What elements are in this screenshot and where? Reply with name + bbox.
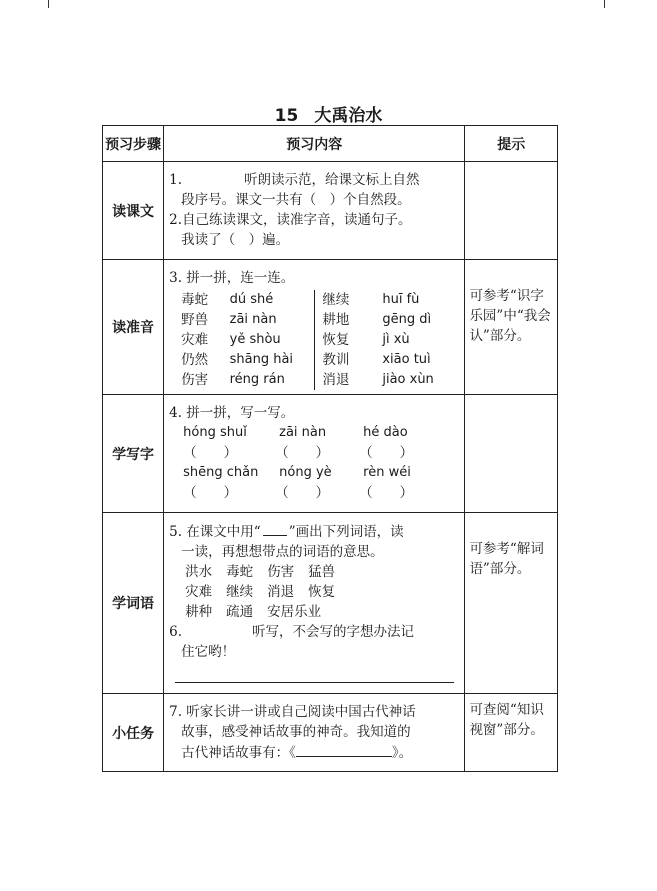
- hint-cell: [465, 395, 558, 513]
- word: 疏通: [226, 604, 254, 620]
- separator: [314, 310, 322, 330]
- item-3-instruction: 3. 拼一拼，连一连。: [169, 270, 295, 286]
- word: 猛兽: [308, 564, 336, 580]
- table-row: [103, 260, 558, 395]
- word-row-2: [185, 582, 460, 602]
- item-5-line-a: 5. 在课文中用“ ”画出下列词语，读: [169, 521, 460, 542]
- pinyin: hóng shuǐ: [183, 425, 247, 440]
- right-pinyin: gēng dì: [382, 312, 432, 327]
- table-row: [103, 162, 558, 260]
- page-title: [0, 101, 657, 126]
- item-7-line-a: 7. 听家长讲一讲或自己阅读中国古代神话: [169, 704, 416, 720]
- separator: [314, 350, 322, 370]
- matching-table: [181, 290, 460, 390]
- table-row: [103, 395, 558, 513]
- row-content: [164, 260, 465, 395]
- left-word: 野兽: [181, 312, 209, 328]
- word: 安居乐业: [267, 604, 322, 620]
- header-hint: 提示: [465, 126, 558, 162]
- pinyin: rèn wéi: [363, 465, 411, 480]
- row-content: [164, 694, 465, 772]
- pinyin: shēng chǎn: [183, 465, 259, 480]
- word: 灾难: [185, 584, 213, 600]
- left-pinyin: réng rán: [229, 372, 285, 387]
- pinyin: nóng yè: [279, 465, 332, 480]
- item-6-line-a: 6. 听写，不会写的字想办法记: [169, 624, 415, 640]
- item-5-line-b: 一读，再想想带点的词语的意思。: [181, 544, 384, 560]
- word: 洪水: [185, 564, 213, 580]
- left-word: 仍然: [181, 352, 209, 368]
- left-pinyin: yě shòu: [229, 332, 281, 347]
- hint-cell: 可查阅“知识视窗”部分。: [465, 694, 558, 772]
- answer-row-2: [183, 483, 460, 503]
- answer-row-1: [183, 443, 460, 463]
- header-step: 预习步骤: [103, 126, 164, 162]
- hint-cell: [465, 162, 558, 260]
- step-label: 学词语: [103, 513, 164, 694]
- right-word: 继续: [322, 292, 350, 308]
- answer-box[interactable]: （ ）: [183, 445, 238, 461]
- table-row: [103, 694, 558, 772]
- separator: [314, 370, 322, 390]
- table-row: [103, 513, 558, 694]
- matching-row: [181, 330, 460, 350]
- right-word: 消退: [322, 372, 350, 388]
- word: 毒蛇: [226, 564, 254, 580]
- item-4-instruction: 4. 拼一拼，写一写。: [169, 405, 295, 421]
- item-6-line-b: 住它哟！: [181, 644, 236, 660]
- word: 恢复: [308, 584, 336, 600]
- answer-box[interactable]: （ ）: [359, 485, 414, 501]
- separator: [314, 330, 322, 350]
- left-word: 灾难: [181, 332, 209, 348]
- hint-cell: 可参考“识字乐园”中“我会认”部分。: [465, 260, 558, 395]
- word: 继续: [226, 584, 254, 600]
- left-pinyin: dú shé: [229, 292, 274, 307]
- row-content: [164, 513, 465, 694]
- row-content: [164, 162, 465, 260]
- step-label: 读准音: [103, 260, 164, 395]
- item-2-line-b: 我读了（ ）遍。: [181, 232, 290, 248]
- matching-row: [181, 350, 460, 370]
- story-answer-blank[interactable]: [296, 742, 392, 757]
- item-1-line-b: 段序号。课文一共有（ ）个自然段。: [181, 192, 411, 208]
- pinyin: hé dào: [363, 425, 408, 440]
- answer-box[interactable]: （ ）: [275, 485, 330, 501]
- hint-cell: 可参考“解词语”部分。: [465, 513, 558, 694]
- word-row-3: [185, 602, 460, 622]
- item-1-line-a: 1. 听朗读示范，给课文标上自然: [169, 172, 420, 188]
- right-word: 教训: [322, 352, 350, 368]
- word-row-1: [185, 562, 460, 582]
- right-word: 恢复: [322, 332, 350, 348]
- matching-row: [181, 290, 460, 310]
- right-word: 耕地: [322, 312, 350, 328]
- pinyin-row-1: [183, 423, 460, 443]
- row-content: [164, 395, 465, 513]
- lesson-title: 大禹治水: [314, 106, 383, 126]
- table-header-row: [103, 126, 558, 162]
- pinyin-row-2: [183, 463, 460, 483]
- right-pinyin: xiāo tuì: [382, 352, 431, 367]
- pinyin: zāi nàn: [279, 425, 327, 440]
- answer-box[interactable]: （ ）: [183, 485, 238, 501]
- word: 耕种: [185, 604, 213, 620]
- item-2-line-a: 2.自己练读课文，读准字音，读通句子。: [169, 212, 412, 228]
- crop-mark-top-left: [48, 0, 49, 8]
- item-7-line-b: 故事，感受神话故事的神奇。我知道的: [181, 724, 411, 740]
- underline-sample: [263, 521, 287, 536]
- answer-box[interactable]: （ ）: [359, 445, 414, 461]
- step-label: 小任务: [103, 694, 164, 772]
- dictation-write-line[interactable]: [175, 672, 454, 683]
- right-pinyin: jì xù: [382, 332, 410, 347]
- preview-table: [102, 125, 558, 772]
- right-pinyin: jiào xùn: [382, 372, 434, 387]
- header-content: 预习内容: [164, 126, 465, 162]
- crop-mark-top-right: [604, 0, 605, 8]
- left-pinyin: shāng hài: [229, 352, 294, 367]
- right-pinyin: huī fù: [382, 292, 420, 307]
- step-label: 学写字: [103, 395, 164, 513]
- answer-box[interactable]: （ ）: [275, 445, 330, 461]
- step-label: 读课文: [103, 162, 164, 260]
- left-pinyin: zāi nàn: [229, 312, 277, 327]
- word: 消退: [267, 584, 295, 600]
- left-word: 伤害: [181, 372, 209, 388]
- item-7-line-c: 古代神话故事有：《 》。: [169, 742, 460, 763]
- word: 伤害: [267, 564, 295, 580]
- separator: [314, 290, 322, 310]
- matching-row: [181, 370, 460, 390]
- lesson-number: 15: [274, 106, 299, 126]
- matching-row: [181, 310, 460, 330]
- left-word: 毒蛇: [181, 292, 209, 308]
